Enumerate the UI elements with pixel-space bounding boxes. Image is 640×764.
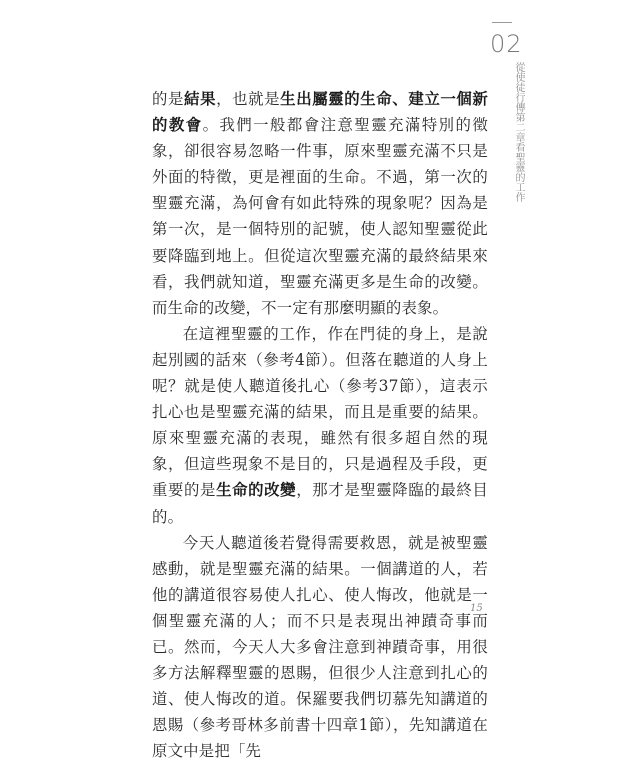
text-run: 今天人聽道後若覺得需要救恩，就是被聖靈感動，就是聖靈充滿的結果。一個講道的人，若他的講道很容易使人扎心、使人悔改，他就是一個聖靈充滿的人；而不只是表現出神蹟奇事而已。然而，今天人大多會注意到神蹟奇事，用很多方法解釋聖靈的恩賜，但很少人注意到扎心的道、使人悔改的道。保羅要我們切慕先知講道的恩賜（參考哥林多前書十四章1節），先知講道在原文中是把「先 <box>152 533 488 761</box>
page-number: 15 <box>470 603 483 614</box>
emphasis-run: 生出屬靈的生命、建立一個新的教會 <box>152 90 488 135</box>
text-run: 在這裡聖靈的工作，作在門徒的身上，是說起別國的話來（參考4節）。但落在聽道的人身上呢？就是使人聽道後扎心（參考37節），這表示扎心也是聖靈充滿的結果，而且是重要的結果。原來聖靈充滿的表現，雖然有很多超自然的現象，但這些現象不是目的，只是過程及手段，更重要的是 <box>152 324 488 500</box>
text-run: ，也就是 <box>216 90 281 108</box>
running-head: 從使徒行傳第二章看聖靈的工作 <box>513 62 524 202</box>
text-run: 。我們一般都會注意聖靈充滿特別的徵象，卻很容易忽略一件事，原來聖靈充滿不只是外面的特徵，更是裡面的生命。不過，第一次的聖靈充滿，為何會有如此特殊的現象呢？因為是第一次，是一個特別的記號，使人認知聖靈從此要降臨到地上。但從這次聖靈充滿的最終結果來看，我們就知道，聖靈充滿更多是生命的改變。而生命的改變，不一定有那麼明顯的表象。 <box>152 116 488 317</box>
body-text <box>152 86 488 764</box>
text-run: 的是 <box>152 90 185 108</box>
chapter-number: 02 <box>490 30 523 58</box>
paragraph <box>152 530 488 764</box>
text-run: ，那才是聖靈降臨的最終目的。 <box>152 481 488 526</box>
paragraph <box>152 86 488 321</box>
emphasis-run: 生命的改變 <box>216 481 297 500</box>
paragraph <box>152 321 488 530</box>
emphasis-run: 結果 <box>184 90 217 108</box>
chapter-rule <box>492 22 512 23</box>
